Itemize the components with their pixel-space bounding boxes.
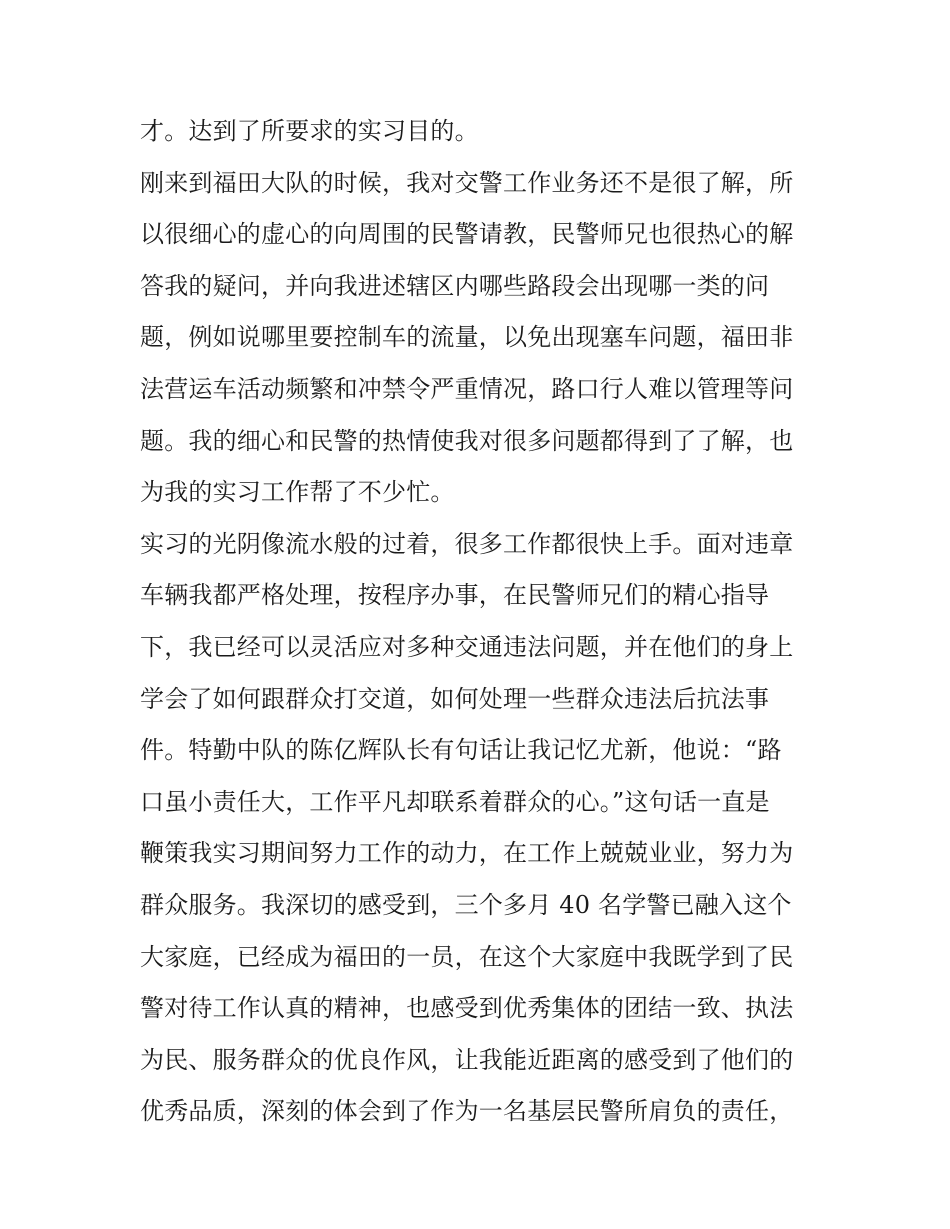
- text-line: 为我的实习工作帮了不少忙。: [140, 478, 455, 507]
- document-body: [140, 106, 815, 1138]
- text-line: 才。达到了所要求的实习目的。: [140, 117, 479, 145]
- text-line: 优秀品质，深刻的体会到了作为一名基层民警所肩负的责任，: [140, 1097, 794, 1126]
- text-line: 刚来到福田大队的时候，我对交警工作业务还不是很了解，所: [140, 168, 794, 197]
- text-line: 口虽小责任大，工作平凡却联系着群众的心。”这句话一直是: [140, 787, 770, 816]
- text-line: 题，例如说哪里要控制车的流量，以免出现塞车问题，福田非: [140, 323, 794, 352]
- text-line: 为民、服务群众的优良作风，让我能近距离的感受到了他们的: [140, 1045, 794, 1074]
- text-line: 件。特勤中队的陈亿辉队长有句话让我记忆尤新，他说：“路: [140, 736, 782, 765]
- text-line: 题。我的细心和民警的热情使我对很多问题都得到了了解，也: [140, 426, 794, 455]
- text-line: 群众服务。我深切的感受到，三个多月 40 名学警已融入这个: [140, 890, 792, 919]
- text-line: 学会了如何跟群众打交道，如何处理一些群众违法后抗法事: [140, 684, 770, 713]
- text-line: 鞭策我实习期间努力工作的动力，在工作上兢兢业业，努力为: [140, 839, 794, 868]
- text-line: 下，我已经可以灵活应对多种交通违法问题，并在他们的身上: [140, 632, 794, 661]
- text-line: 警对待工作认真的精神，也感受到优秀集体的团结一致、执法: [140, 994, 794, 1023]
- text-line: 车辆我都严格处理，按程序办事，在民警师兄们的精心指导: [140, 581, 770, 610]
- text-line: 大家庭，已经成为福田的一员，在这个大家庭中我既学到了民: [140, 942, 794, 971]
- text-line: 实习的光阴像流水般的过着，很多工作都很快上手。面对违章: [140, 529, 794, 558]
- text-line: 答我的疑问，并向我进述辖区内哪些路段会出现哪一类的问: [140, 271, 770, 300]
- text-line: 法营运车活动频繁和冲禁令严重情况，路口行人难以管理等问: [140, 374, 794, 403]
- text-line: 以很细心的虚心的向周围的民警请教，民警师兄也很热心的解: [140, 220, 794, 249]
